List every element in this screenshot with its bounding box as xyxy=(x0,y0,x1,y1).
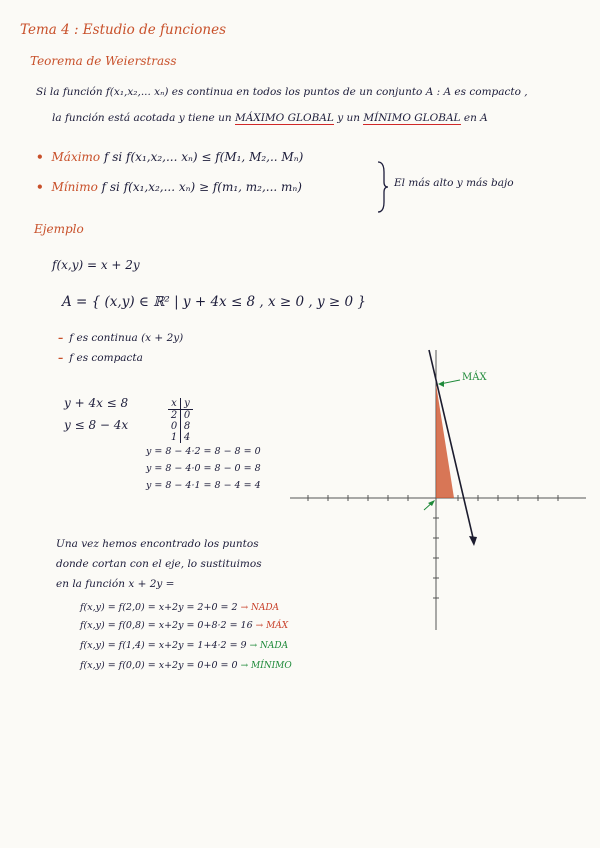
section-title: Teorema de Weierstrass xyxy=(30,54,177,68)
evaluation-result: → NADA xyxy=(249,641,289,651)
theorem-text-pre: la función está acotada y tiene un xyxy=(52,112,232,124)
theorem-line-2 xyxy=(52,112,488,124)
example-title: Ejemplo xyxy=(34,222,84,236)
evaluation-line xyxy=(80,602,279,613)
example-function: f(x,y) = x + 2y xyxy=(52,258,140,272)
table-row xyxy=(168,432,193,443)
evaluation-result: → MÁX xyxy=(255,621,289,631)
maximo-text: f si f(x₁,x₂,... xₙ) ≤ f(M₁, M₂,.. Mₙ) xyxy=(103,150,304,164)
table-cell: 4 xyxy=(180,432,193,443)
evaluation-expr: f(x,y) = f(1,4) = x+2y = 1+4·2 = 9 xyxy=(80,640,247,651)
inequality-2: y ≤ 8 − 4x xyxy=(64,418,129,432)
table-header-x: x xyxy=(171,398,177,409)
minimo-label: Mínimo xyxy=(51,180,98,194)
table-cell: 0 xyxy=(170,421,178,432)
evaluation-expr: f(x,y) = f(0,0) = x+2y = 0+0 = 0 xyxy=(80,660,238,671)
minimo-text: f si f(x₁,x₂,... xₙ) ≥ f(m₁, m₂,... mₙ) xyxy=(101,180,302,194)
note-compacta-text: f es compacta xyxy=(69,352,143,364)
evaluation-result: → NADA xyxy=(240,603,280,613)
definition-minimo xyxy=(36,180,302,194)
min-global-term: MÍNIMO GLOBAL xyxy=(363,112,461,124)
brace-note: El más alto y más bajo xyxy=(394,177,514,189)
inequality-1: y + 4x ≤ 8 xyxy=(64,396,129,410)
table-cell: 8 xyxy=(180,421,193,432)
evaluation-line xyxy=(80,660,292,671)
calc-line-3: y = 8 − 4·1 = 8 − 4 = 4 xyxy=(146,480,261,491)
table-row xyxy=(168,421,193,432)
evaluation-expr: f(x,y) = f(2,0) = x+2y = 2+0 = 2 xyxy=(80,602,238,613)
feasible-region xyxy=(436,384,454,498)
bullet-icon: • xyxy=(36,180,44,194)
dash-icon: – xyxy=(58,332,64,344)
calc-line-2: y = 8 − 4·0 = 8 − 0 = 8 xyxy=(146,463,261,474)
page-title: Tema 4 : Estudio de funciones xyxy=(20,22,227,38)
evaluation-result: → MÍNIMO xyxy=(240,661,292,671)
table-cell: 0 xyxy=(180,410,193,421)
table-row xyxy=(168,410,193,421)
table-header-y: y xyxy=(180,398,193,409)
paragraph-line-2: donde cortan con el eje, lo sustituimos xyxy=(56,558,262,570)
bullet-icon: • xyxy=(36,150,44,164)
max-global-term: MÁXIMO GLOBAL xyxy=(234,112,334,124)
paragraph-line-3: en la función x + 2y = xyxy=(56,578,175,590)
evaluation-expr: f(x,y) = f(0,8) = x+2y = 0+8·2 = 16 xyxy=(80,620,253,631)
brace-icon xyxy=(376,160,390,214)
dash-icon: – xyxy=(58,352,64,364)
theorem-text-post: en A xyxy=(463,112,488,124)
theorem-text-mid: y un xyxy=(337,112,360,124)
maximo-label: Máximo xyxy=(51,150,101,164)
arrow-head-icon xyxy=(469,536,477,546)
table-header xyxy=(168,398,193,410)
theorem-line-1: Si la función f(x₁,x₂,... xₙ) es continua en todos los puntos de un conjunto A : A es compacto , xyxy=(36,86,528,98)
paragraph-line-1: Una vez hemos encontrado los puntos xyxy=(56,538,259,550)
calc-line-1: y = 8 − 4·2 = 8 − 8 = 0 xyxy=(146,446,261,457)
max-label: MÁX xyxy=(462,372,487,383)
axis-ticks xyxy=(308,495,558,598)
definition-maximo xyxy=(36,150,303,164)
values-table xyxy=(168,398,193,443)
arrow-icon xyxy=(438,381,444,387)
note-compacta xyxy=(58,352,143,364)
evaluation-line xyxy=(80,640,288,651)
example-set: A = { (x,y) ∈ ℝ² | y + 4x ≤ 8 , x ≥ 0 , y ≥ 0 } xyxy=(62,294,366,310)
feasible-region-graph xyxy=(288,340,588,640)
note-continua xyxy=(58,332,183,344)
table-cell: 2 xyxy=(170,410,178,421)
evaluation-line xyxy=(80,620,288,631)
table-cell: 1 xyxy=(170,432,178,443)
note-continua-text: f es continua (x + 2y) xyxy=(69,332,184,344)
